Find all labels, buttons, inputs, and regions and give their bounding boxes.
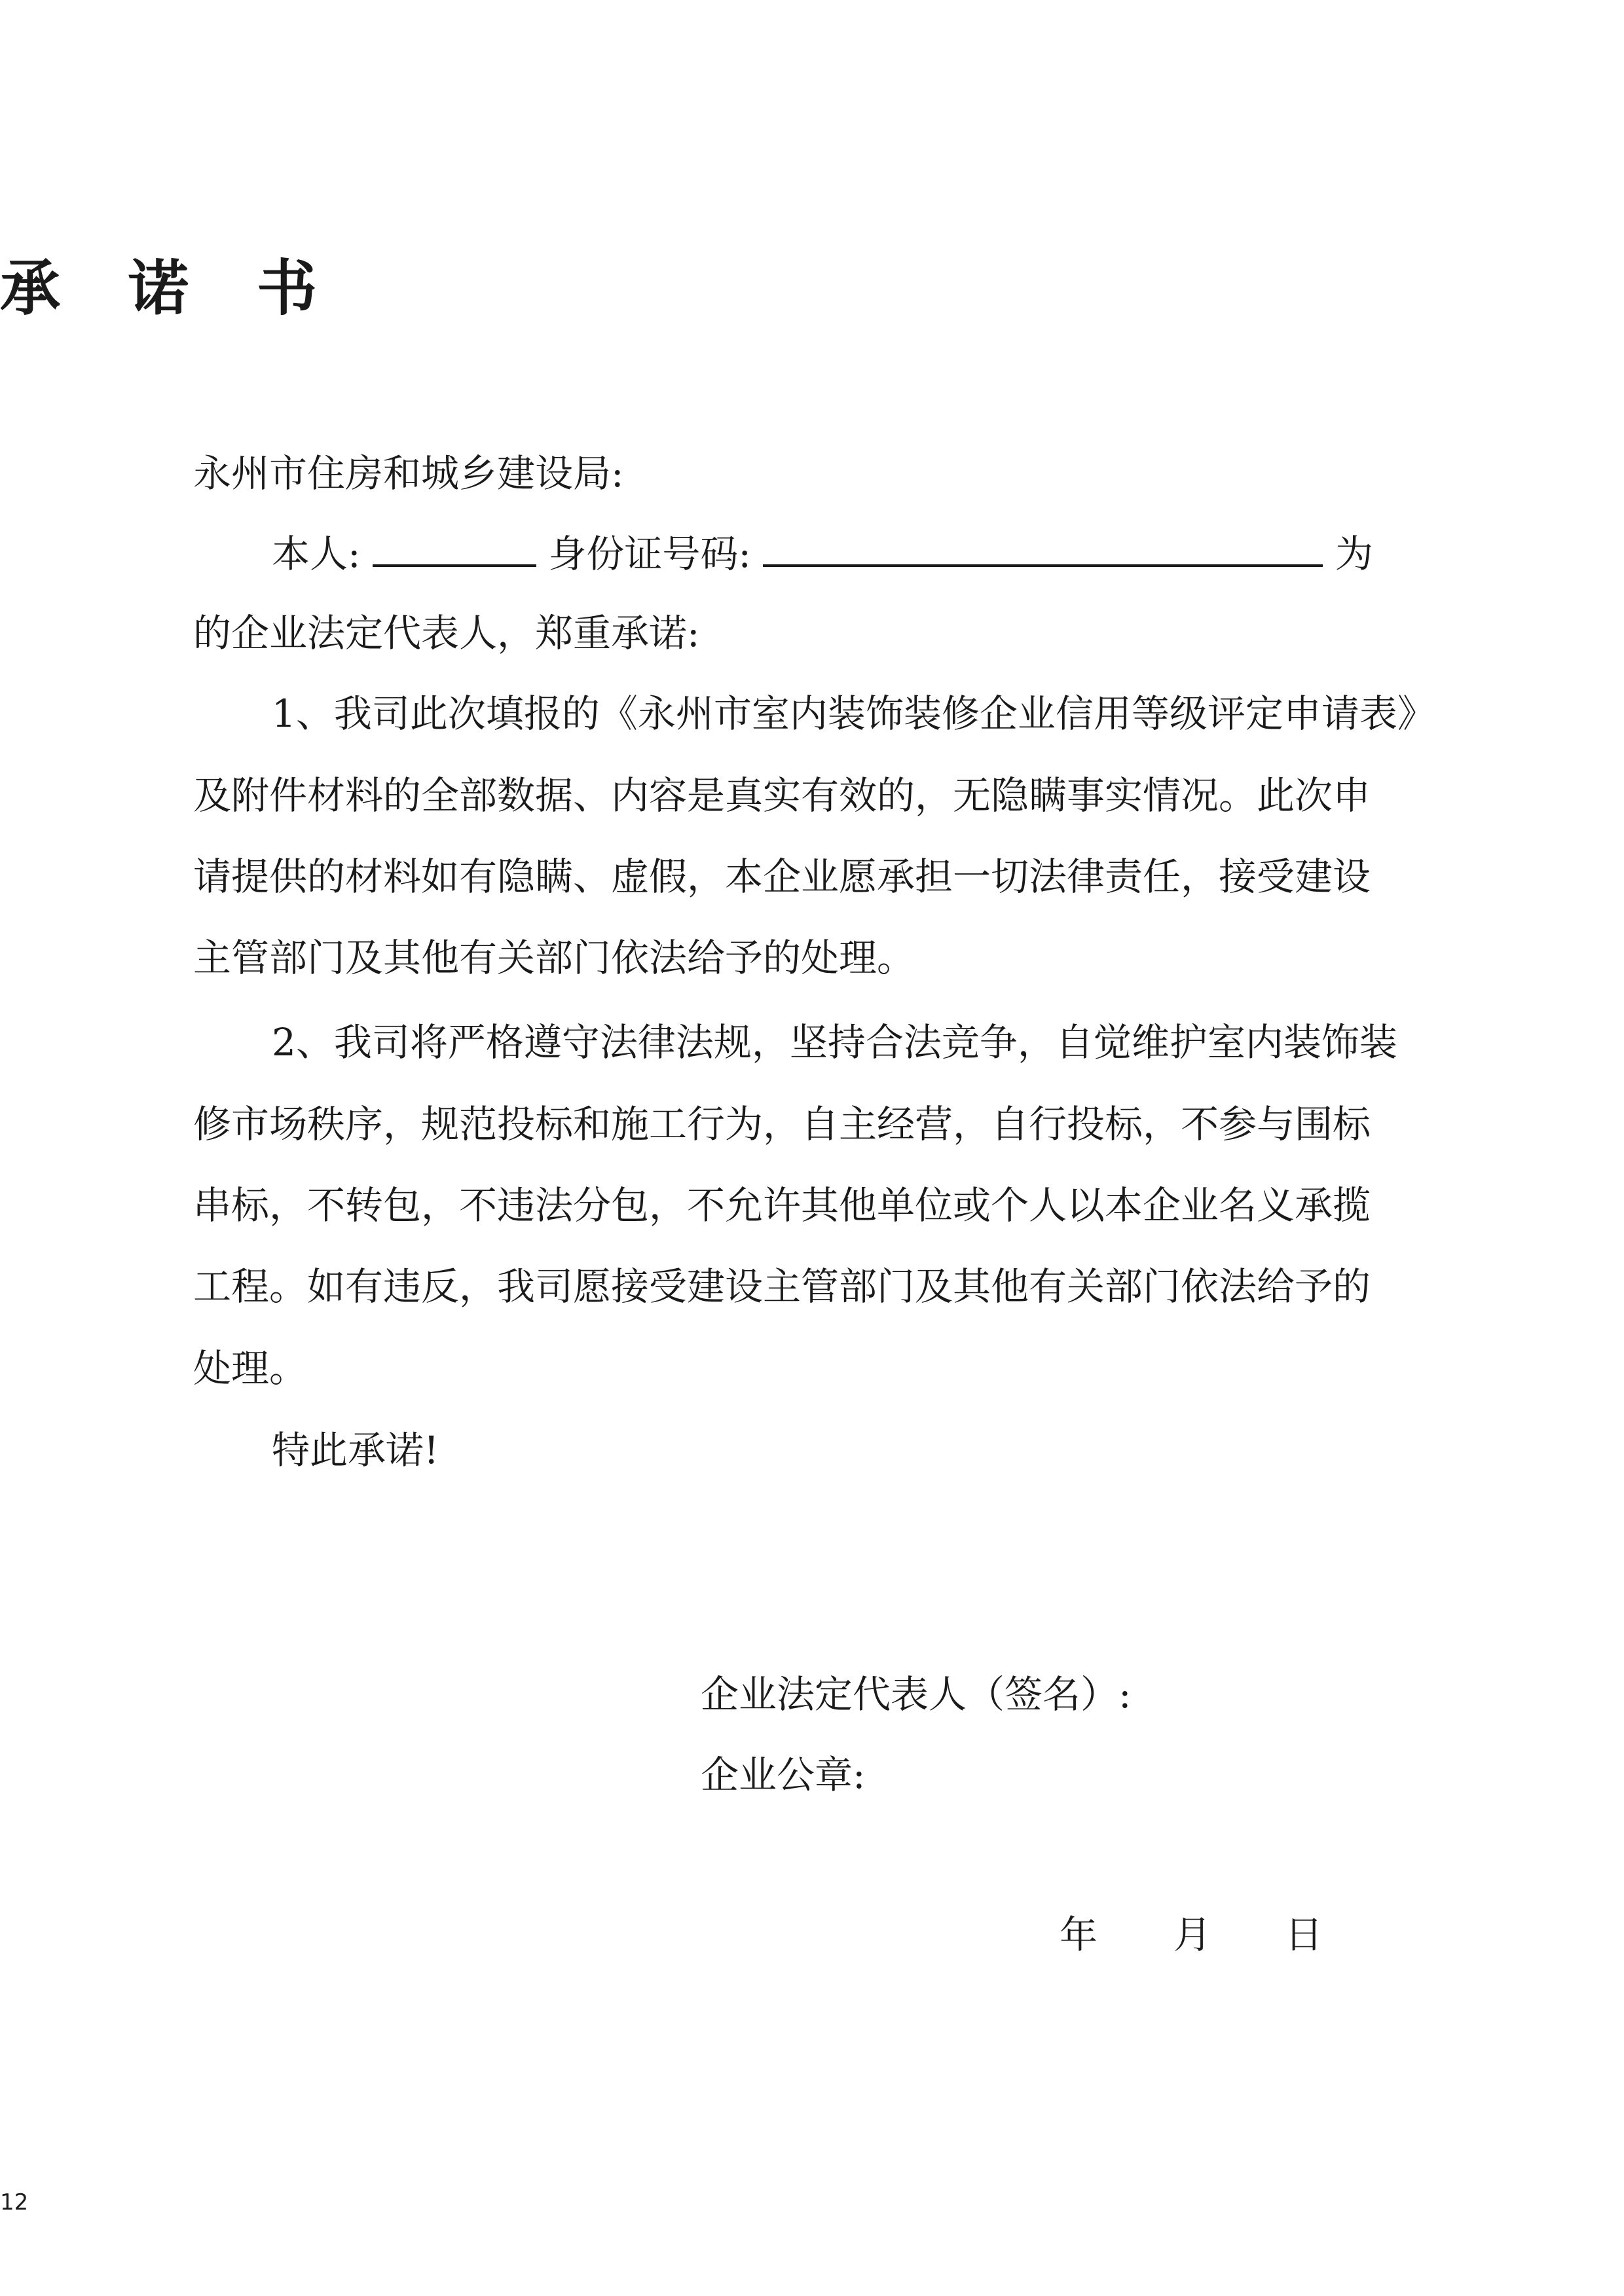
document-title: 承 诺 书 bbox=[0, 253, 341, 323]
clause-1-line-1: 1、我司此次填报的《永州市室内装饰装修企业信用等级评定申请表》 bbox=[272, 691, 1435, 736]
clause-1-line-4: 主管部门及其他有关部门依法给予的处理。 bbox=[193, 936, 915, 980]
addressee: 永州市住房和城乡建设局: bbox=[193, 451, 624, 496]
clause-1-line-2: 及附件材料的全部数据、内容是真实有效的，无隐瞒事实情况。此次申 bbox=[193, 773, 1371, 818]
clause-2-line-1: 2、我司将严格遵守法律法规，坚持合法竞争，自觉维护室内装饰装 bbox=[272, 1020, 1397, 1065]
clause-2-line-4: 工程。如有违反，我司愿接受建设主管部门及其他有关部门依法给予的 bbox=[193, 1264, 1371, 1309]
name-label: 本人: bbox=[272, 532, 361, 576]
representative-line: 的企业法定代表人，郑重承诺: bbox=[193, 611, 700, 655]
declarant-line bbox=[272, 530, 1373, 577]
clause-2-line-2: 修市场秩序，规范投标和施工行为，自主经营，自行投标，不参与围标 bbox=[193, 1102, 1371, 1146]
clause-1-line-3: 请提供的材料如有隐瞒、虚假，本企业愿承担一切法律责任，接受建设 bbox=[193, 854, 1371, 899]
id-number-blank bbox=[763, 530, 1323, 567]
company-seal-label: 企业公章: bbox=[701, 1753, 866, 1797]
name-blank bbox=[373, 530, 536, 567]
representative-signature-label: 企业法定代表人（签名）: bbox=[701, 1672, 1132, 1717]
closing-statement: 特此承诺! bbox=[272, 1428, 439, 1472]
date-year-label: 年 bbox=[1060, 1912, 1098, 1957]
date-day-label: 日 bbox=[1285, 1912, 1323, 1957]
clause-2-line-5: 处理。 bbox=[193, 1346, 308, 1391]
id-number-label: 身份证号码: bbox=[548, 532, 751, 576]
declarant-suffix: 为 bbox=[1335, 532, 1373, 576]
date-month-label: 月 bbox=[1173, 1912, 1212, 1957]
page-number: 12 bbox=[0, 2189, 29, 2215]
clause-2-line-3: 串标，不转包，不违法分包，不允许其他单位或个人以本企业名义承揽 bbox=[193, 1183, 1371, 1228]
